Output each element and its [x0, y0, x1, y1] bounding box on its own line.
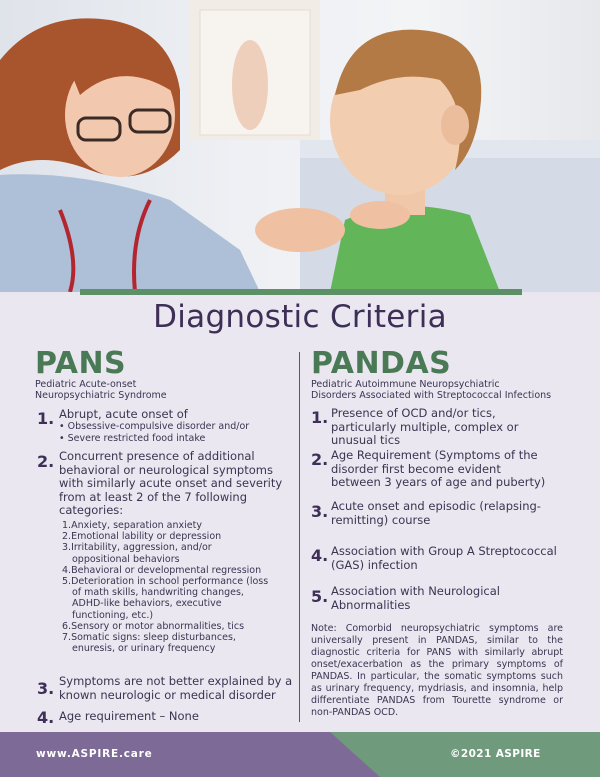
- pans-subheading: Pediatric Acute-onset Neuropsychiatric Syndrome: [35, 379, 167, 401]
- list-item: 6.Sensory or motor abnormalities, tics: [62, 620, 245, 632]
- pans-item-3-number: 3.: [37, 679, 55, 698]
- pans-item-4-number: 4.: [37, 708, 55, 727]
- pans-item-1-bullets: • Obsessive-compulsive disorder and/or • Severe restricted food intake: [59, 421, 250, 444]
- pandas-item-5-number: 5.: [311, 587, 329, 606]
- list-item: 2.Emotional lability or depression: [62, 531, 222, 543]
- pandas-item-5-text: Association with Neurological Abnormalities: [331, 584, 500, 612]
- list-item: 3.Irritability, aggression, and/or: [62, 542, 212, 554]
- pans-item-2-number: 2.: [37, 452, 55, 471]
- pans-item-1-text: Abrupt, acute onset of: [59, 407, 188, 421]
- pandas-item-1-text: Presence of OCD and/or tics, particularly multiple, complex or unusual tics: [331, 406, 519, 447]
- pans-item-2-text: Concurrent presence of additional behavioral or neurological symptoms with similarly acute onset and severity from at least 2 of the 7 following categories:: [59, 449, 283, 517]
- pandas-note: Note: Comorbid neuropsychiatric symptoms are universally present in PANDAS, similar to the diagnostic criteria for PANS with similarly abrupt onset/exacerbation as the primary symptoms of PANDAS. In particular, the somatic symptoms such as urinary frequency, mydriasis, and insomnia, help differentiate PANDAS from Tourette syndrome or non-PANDAS OCD.: [311, 623, 563, 718]
- pans-item-4-text: Age requirement – None: [59, 709, 199, 723]
- hero-photo: [0, 0, 600, 292]
- footer-copyright: ©2021 ASPIRE: [450, 748, 541, 760]
- pandas-item-2-text: Age Requirement (Symptoms of the disorder first become evident between 3 years of age and puberty): [331, 448, 546, 489]
- pans-heading: PANS: [35, 346, 127, 381]
- list-item: functioning, etc.): [72, 609, 154, 621]
- pandas-item-4-number: 4.: [311, 546, 329, 565]
- list-item: oppositional behaviors: [72, 553, 180, 565]
- pandas-heading: PANDAS: [311, 346, 452, 381]
- column-divider: [299, 352, 300, 722]
- pans-item-3-text: Symptoms are not better explained by a known neurologic or medical disorder: [59, 674, 293, 702]
- pandas-item-4-text: Association with Group A Streptococcal (GAS) infection: [331, 544, 557, 572]
- pandas-item-3-number: 3.: [311, 502, 329, 521]
- pans-item-1-number: 1.: [37, 409, 55, 428]
- doctor-child-illustration: [0, 0, 600, 292]
- list-item: ADHD-like behaviors, executive: [72, 598, 222, 610]
- pandas-item-3-text: Acute onset and episodic (relapsing- remitting) course: [331, 499, 541, 527]
- pandas-item-2-number: 2.: [311, 450, 329, 469]
- pandas-item-1-number: 1.: [311, 408, 329, 427]
- list-item: 4.Behavioral or developmental regression: [62, 564, 262, 576]
- list-item: 7.Somatic signs: sleep disturbances,: [62, 632, 236, 644]
- pans-category-list: [62, 520, 292, 654]
- page-title: Diagnostic Criteria: [153, 299, 447, 335]
- pandas-subheading: Pediatric Autoimmune Neuropsychiatric Disorders Associated with Streptococcal Infections: [311, 379, 552, 401]
- list-item: 1.Anxiety, separation anxiety: [62, 520, 202, 531]
- list-item: 5.Deterioration in school performance (loss: [62, 576, 269, 588]
- list-item: of math skills, handwriting changes,: [72, 587, 244, 599]
- list-item: enuresis, or urinary frequency: [72, 643, 216, 655]
- footer-website-link[interactable]: www.ASPIRE.care: [36, 748, 153, 760]
